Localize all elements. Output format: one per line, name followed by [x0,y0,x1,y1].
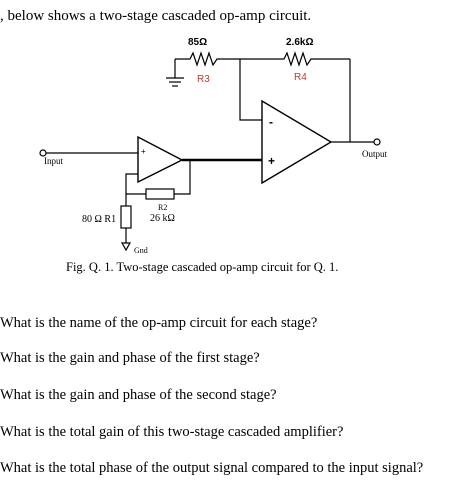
circuit-diagram [0,30,474,260]
r2-label: R2 [158,203,168,212]
r2-resistor [146,189,174,199]
r4-resistor [240,53,350,65]
r3-resistor [175,53,240,65]
r3-label: R3 [197,74,210,85]
figure-caption: Fig. Q. 1. Two-stage cascaded op-amp circuit for Q. 1. [66,260,339,274]
question-5: What is the total phase of the output signal compared to the input signal? [0,460,424,476]
r2-feedback-wire-left [126,174,146,194]
second-stage-plus-sign: + [268,154,276,168]
first-stage-opamp [138,137,182,182]
output-label: Output [362,149,388,159]
ground-arrow-icon [122,243,130,250]
gnd-label: Gnd [134,246,148,255]
ground-symbol-top [166,59,184,86]
intro-text: , below shows a two-stage cascaded op-amp circuit. [0,8,312,24]
question-2: What is the gain and phase of the first stage? [0,350,260,366]
inverting-input-wire [240,59,262,120]
question-3: What is the gain and phase of the second stage? [0,387,277,403]
second-stage-minus-sign: - [269,115,273,129]
question-1: What is the name of the op-amp circuit for each stage? [0,315,318,331]
r2-value: 26 kΩ [150,213,175,224]
first-stage-plus-sign: + [141,147,146,156]
second-stage-opamp [262,101,331,183]
r1-resistor [121,206,131,228]
output-terminal [374,139,380,145]
question-4: What is the total gain of this two-stage cascaded amplifier? [0,424,344,440]
r4-label: R4 [294,72,307,83]
r2-feedback-wire-right [174,160,190,194]
r4-value: 2.6kΩ [286,37,314,48]
input-label: Input [44,156,63,166]
r3-value: 85Ω [188,37,208,48]
r1-label: 80 Ω R1 [82,214,117,225]
